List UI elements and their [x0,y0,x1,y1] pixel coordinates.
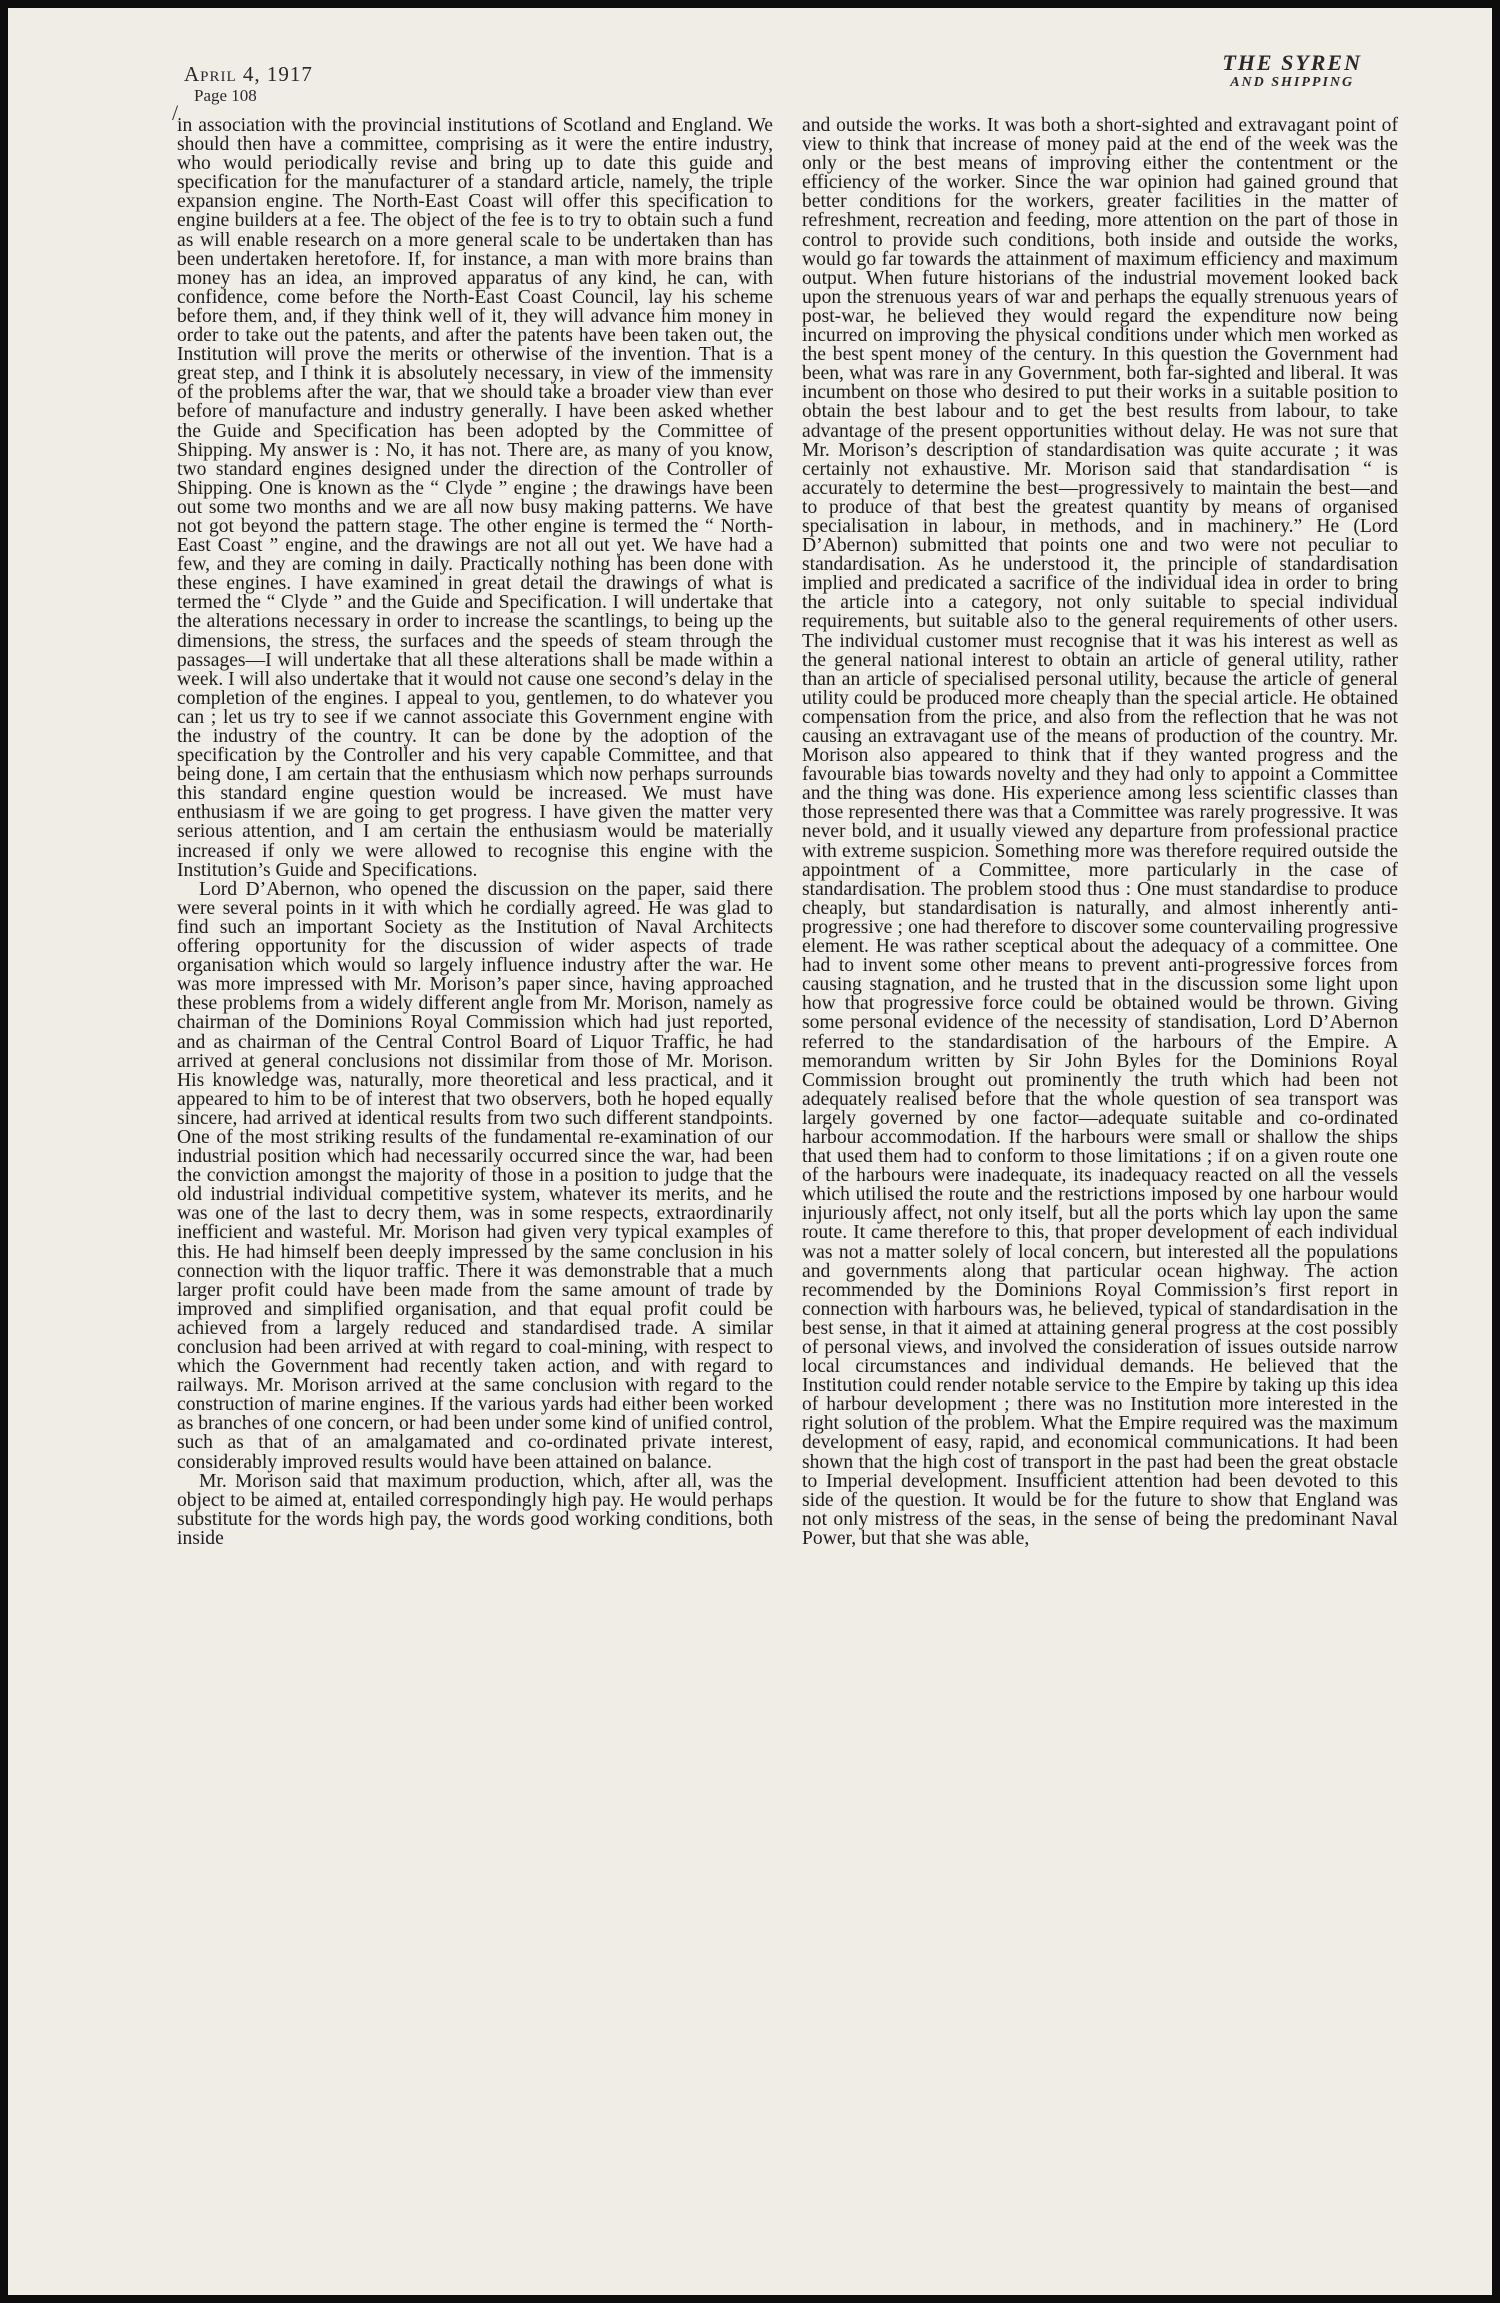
page-number: Page 108 [194,86,257,105]
publication-subtitle: AND SHIPPING [1230,75,1355,90]
issue-date: April 4, 1917 [184,62,313,86]
paragraph: Mr. Morison said that maximum production, which, after all, was the object to be aimed at, entailed correspondingly high pay. He would perhaps substitute for the words high pay, the words good working conditions, both inside [177,1470,773,1549]
right-column [802,116,1398,2246]
paragraph: in association with the provincial institutions of Scotland and England. We should then have a committee, comprising as it were the entire industry, who would periodically revise and bring up to date this guide and specification for the manufacturer of a standard article, namely, the triple expansion engine. The North-East Coast will offer this specification to engine builders at a fee. The object of the fee is to try to obtain such a fund as will enable research on a more general scale to be undertaken than has been undertaken heretofore. If, for instance, a man with more brains than money has an idea, an improved apparatus of any kind, he can, with confidence, come before the North-East Coast Council, lay his scheme before them, and, if they think well of it, they will advance him money in order to take out the patents, and after the patents have been taken out, the Institution will prove the merits or otherwise of the invention. That is a great step, and I think it is absolutely necessary, in view of the immensity of the problems after the war, that we should take a broader view than ever before of manufacture and industry generally. I have been asked whether the Guide and Specification has been adopted by the Committee of Shipping. My answer is : No, it has not. There are, as many of you know, two standard engines designed under the direction of the Controller of Shipping. One is known as the “ Clyde ” engine ; the drawings have been out some two months and we are all now busy making patterns. We have not got beyond the pattern stage. The other engine is termed the “ North-East Coast ” engine, and the drawings are not all out yet. We have had a few, and they are coming in daily. Practically nothing has been done with these engines. I have examined in great detail the drawings of what is termed the “ Clyde ” and the Guide and Specification. I will undertake that the alterations necessary in order to increase the scantlings, to being up the dimensions, the stress, the surfaces and the speeds of steam through the passages—I will undertake that all these alterations shall be made within a week. I will also undertake that it would not cause one second’s delay in the completion of the engines. I appeal to you, gentlemen, to do whatever you can ; let us try to see if we cannot associate this Government engine with the industry of the country. It can be done by the adoption of the specification by the Controller and his very capable Committee, and that being done, I am certain that the enthusiasm which now perhaps surrounds this standard engine question would be increased. We must have enthusiasm if we are going to get progress. I have given the matter very serious attention, and I am certain the enthusiasm would be materially increased if only we were allowed to recognise this engine with the Institution’s Guide and Specifications. [177,116,773,881]
paragraph: and outside the works. It was both a short-sighted and extravagant point of view to think that increase of money paid at the end of the week was the only or the best means of improving either the contentment or the efficiency of the worker. Since the war opinion had gained ground that better conditions for the workers, greater facilities in the matter of refreshment, recreation and feeding, more attention on the part of those in control to provide such conditions, both inside and outside the works, would go far towards the attainment of maximum efficiency and maximum output. When future historians of the industrial movement looked back upon the strenuous years of war and perhaps the equally strenuous years of post-war, he believed they would regard the expenditure now being incurred on improving the physical conditions under which men worked as the best spent money of the century. In this question the Government had been, what was rare in any Government, both far-sighted and liberal. It was incumbent on those who desired to put their works in a suitable position to obtain the best labour and to get the best results from labour, to take advantage of the present opportunities without delay. He was not sure that Mr. Morison’s description of standardisation was quite accurate ; it was certainly not exhaustive. Mr. Morison said that standardisation “ is accurately to determine the best—progressively to maintain the best—and to produce of that best the greatest quantity by means of organised specialisation in labour, in methods, and in machinery.” He (Lord D’Abernon) submitted that points one and two were not peculiar to standardisation. As he understood it, the principle of standardisation implied and predicated a sacrifice of the individual idea in order to bring the article into a category, not only suitable to special individual requirements, but suitable also to the general requirements of other users. The individual customer must recognise that it was his interest as well as the general national interest to obtain an article of general utility, rather than an article of specialised personal utility, because the article of general utility could be produced more cheaply than the special article. He obtained compensation from the price, and also from the reflection that he was not causing an extravagant use of the means of production of the country. Mr. Morison also appeared to think that if they wanted progress and the favourable bias towards novelty and they had only to appoint a Committee and the thing was done. His experience among less scientific classes than those represented there was that a Committee was rarely progressive. It was never bold, and it usually viewed any departure from professional practice with extreme suspicion. Something more was therefore required outside the appointment of a Committee, more particularly in the case of standardisation. The problem stood thus : One must standardise to produce cheaply, but standardisation is naturally, and almost inherently anti-progressive ; one had therefore to discover some countervailing progressive element. He was rather sceptical about the adequacy of a committee. One had to invent some other means to prevent anti-progressive forces from causing stagnation, and he trusted that in the discussion some light upon how that progressive force could be obtained would be thrown. Giving some personal evidence of the necessity of standisation, Lord D’Abernon referred to the standardisation of the harbours of the Empire. A memorandum written by Sir John Byles for the Dominions Royal Commission brought out prominently the truth which had been not adequately realised before that the whole question of sea transport was largely governed by one factor—adequate suitable and co-ordinated harbour accommodation. If the harbours were small or shallow the ships that used them had to conform to those limitations ; if on a given route one of the harbours were inadequate, its inadequacy reacted on all the vessels which utilised the route and the restrictions imposed by one harbour would injuriously affect, not only itself, but all the ports which lay upon the same route. It came therefore to this, that proper development of each individual was not a matter solely of local concern, but interested all the populations and governments along that particular ocean highway. The action recommended by the Dominions Royal Commission’s first report in connection with harbours was, he believed, typical of standardisation in the best sense, in that it aimed at attaining general progress at the cost possibly of personal views, and involved the consideration of issues outside narrow local circumstances and individual demands. He believed that the Institution could render notable service to the Empire by taking up this idea of harbour development ; there was no Institution more interested in the right solution of the problem. What the Empire required was the maximum development of easy, rapid, and economical communications. It had been shown that the high cost of transport in the past had been the great obstacle to Imperial development. Insufficient attention had been devoted to this side of the question. It would be for the future to show that England was not only mistress of the seas, in the sense of being the predominant Naval Power, but that she was able, [802,116,1398,1549]
left-column [177,116,773,2246]
masthead [1222,52,1362,90]
pencil-mark: / [172,100,179,125]
newspaper-page [8,8,1492,2295]
page-header-left [184,64,313,104]
publication-title: THE SYREN [1222,50,1362,75]
paragraph: Lord D’Abernon, who opened the discussion on the paper, said there were several points in it with which he cordially agreed. He was glad to find such an important Society as the Institution of Naval Architects offering opportunity for the discussion of wider aspects of trade organisation which would so largely influence industry after the war. He was more impressed with Mr. Morison’s paper since, having approached these problems from a widely different angle from Mr. Morison, namely as chairman of the Dominions Royal Commission which had just reported, and as chairman of the Central Control Board of Liquor Traffic, he had arrived at general conclusions not dissimilar from those of Mr. Morison. His knowledge was, naturally, more theoretical and less practical, and it appeared to him to be of interest that two observers, both he hoped equally sincere, had arrived at identical results from two such different standpoints. One of the most striking results of the fundamental re-examination of our industrial position which had necessarily occurred since the war, had been the conviction amongst the majority of those in a position to judge that the old industrial individual competitive system, whatever its merits, and he was one of the last to decry them, was in some respects, extraordinarily inefficient and wasteful. Mr. Morison had given very typical examples of this. He had himself been deeply impressed by the same conclusion in his connection with the liquor traffic. There it was demonstrable that a much larger profit could have been made from the same amount of trade by improved and simplified organisation, and that equal profit could be achieved from a largely reduced and standardised trade. A similar conclusion had been arrived at with regard to coal-mining, with respect to which the Government had recently taken action, and with regard to railways. Mr. Morison arrived at the same conclusion with regard to the construction of marine engines. If the various yards had either been worked as branches of one concern, or had been under some kind of unified control, such as that of an amalgamated and co-ordinated private interest, considerably improved results would have been attained on balance. [177,878,773,1473]
